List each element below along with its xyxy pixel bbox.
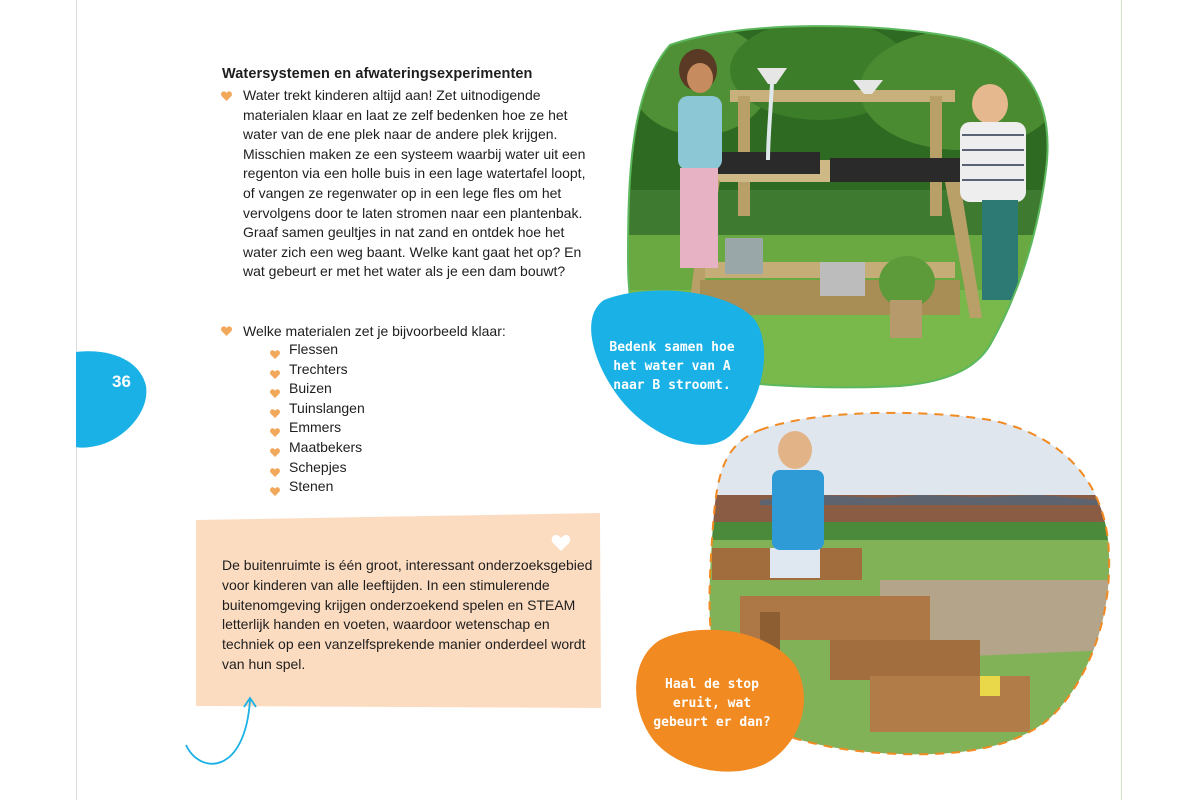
material-label: Tuinslangen — [289, 399, 365, 416]
callout-line: Bedenk samen hoe — [609, 340, 735, 355]
material-label: Trechters — [289, 360, 348, 377]
callout-line: eruit, wat — [672, 696, 752, 711]
callout-orange-text — [648, 675, 776, 732]
material-label: Schepjes — [289, 458, 347, 475]
material-label: Maatbekers — [289, 438, 363, 455]
material-label: Stenen — [289, 478, 334, 495]
material-label: Emmers — [289, 419, 342, 436]
callout-line: het water van A — [613, 359, 731, 374]
info-box-text: De buitenruimte is één groot, interessant onderzoeksgebied voor kinderen van alle leeftijden. In een stimulerende buitenomgeving krijgen onderzoekend spelen en STEAM letterlijk handen en voeten, waardoor wetenschap en techniek op een vanzelfsprekende manier onderdeel wordt van hun spel. — [222, 557, 593, 672]
material-label: Flessen — [289, 341, 339, 357]
section-paragraph: Water trekt kinderen altijd aan! Zet uitnodigende materialen klaar en laat ze zelf bedenken hoe ze het water van de ene plek naar de andere plek krijgen. Misschien maken ze een systeem waarbij water uit een regenton via een holle buis in een lage watertafel loopt, of vangen ze regenwater op in een lege fles om het vervolgens door te laten stromen naar een plantenbak. Graaf samen geultjes in nat zand en ontdek hoe het water zich een weg baant. Welke kant gaat het op? En wat gebeurt er met het water als je een dam bouwt? — [243, 87, 586, 280]
callout-line: Haal de stop — [665, 677, 759, 692]
callout-line: gebeurt er dan? — [653, 715, 771, 730]
section-heading: Watersystemen en afwateringsexperimenten — [222, 66, 533, 82]
callout-line: naar B stroomt. — [613, 378, 731, 393]
page-number: 36 — [112, 372, 131, 391]
materials-question: Welke materialen zet je bijvoorbeeld klaar: — [243, 323, 506, 339]
material-label: Buizen — [289, 380, 332, 397]
